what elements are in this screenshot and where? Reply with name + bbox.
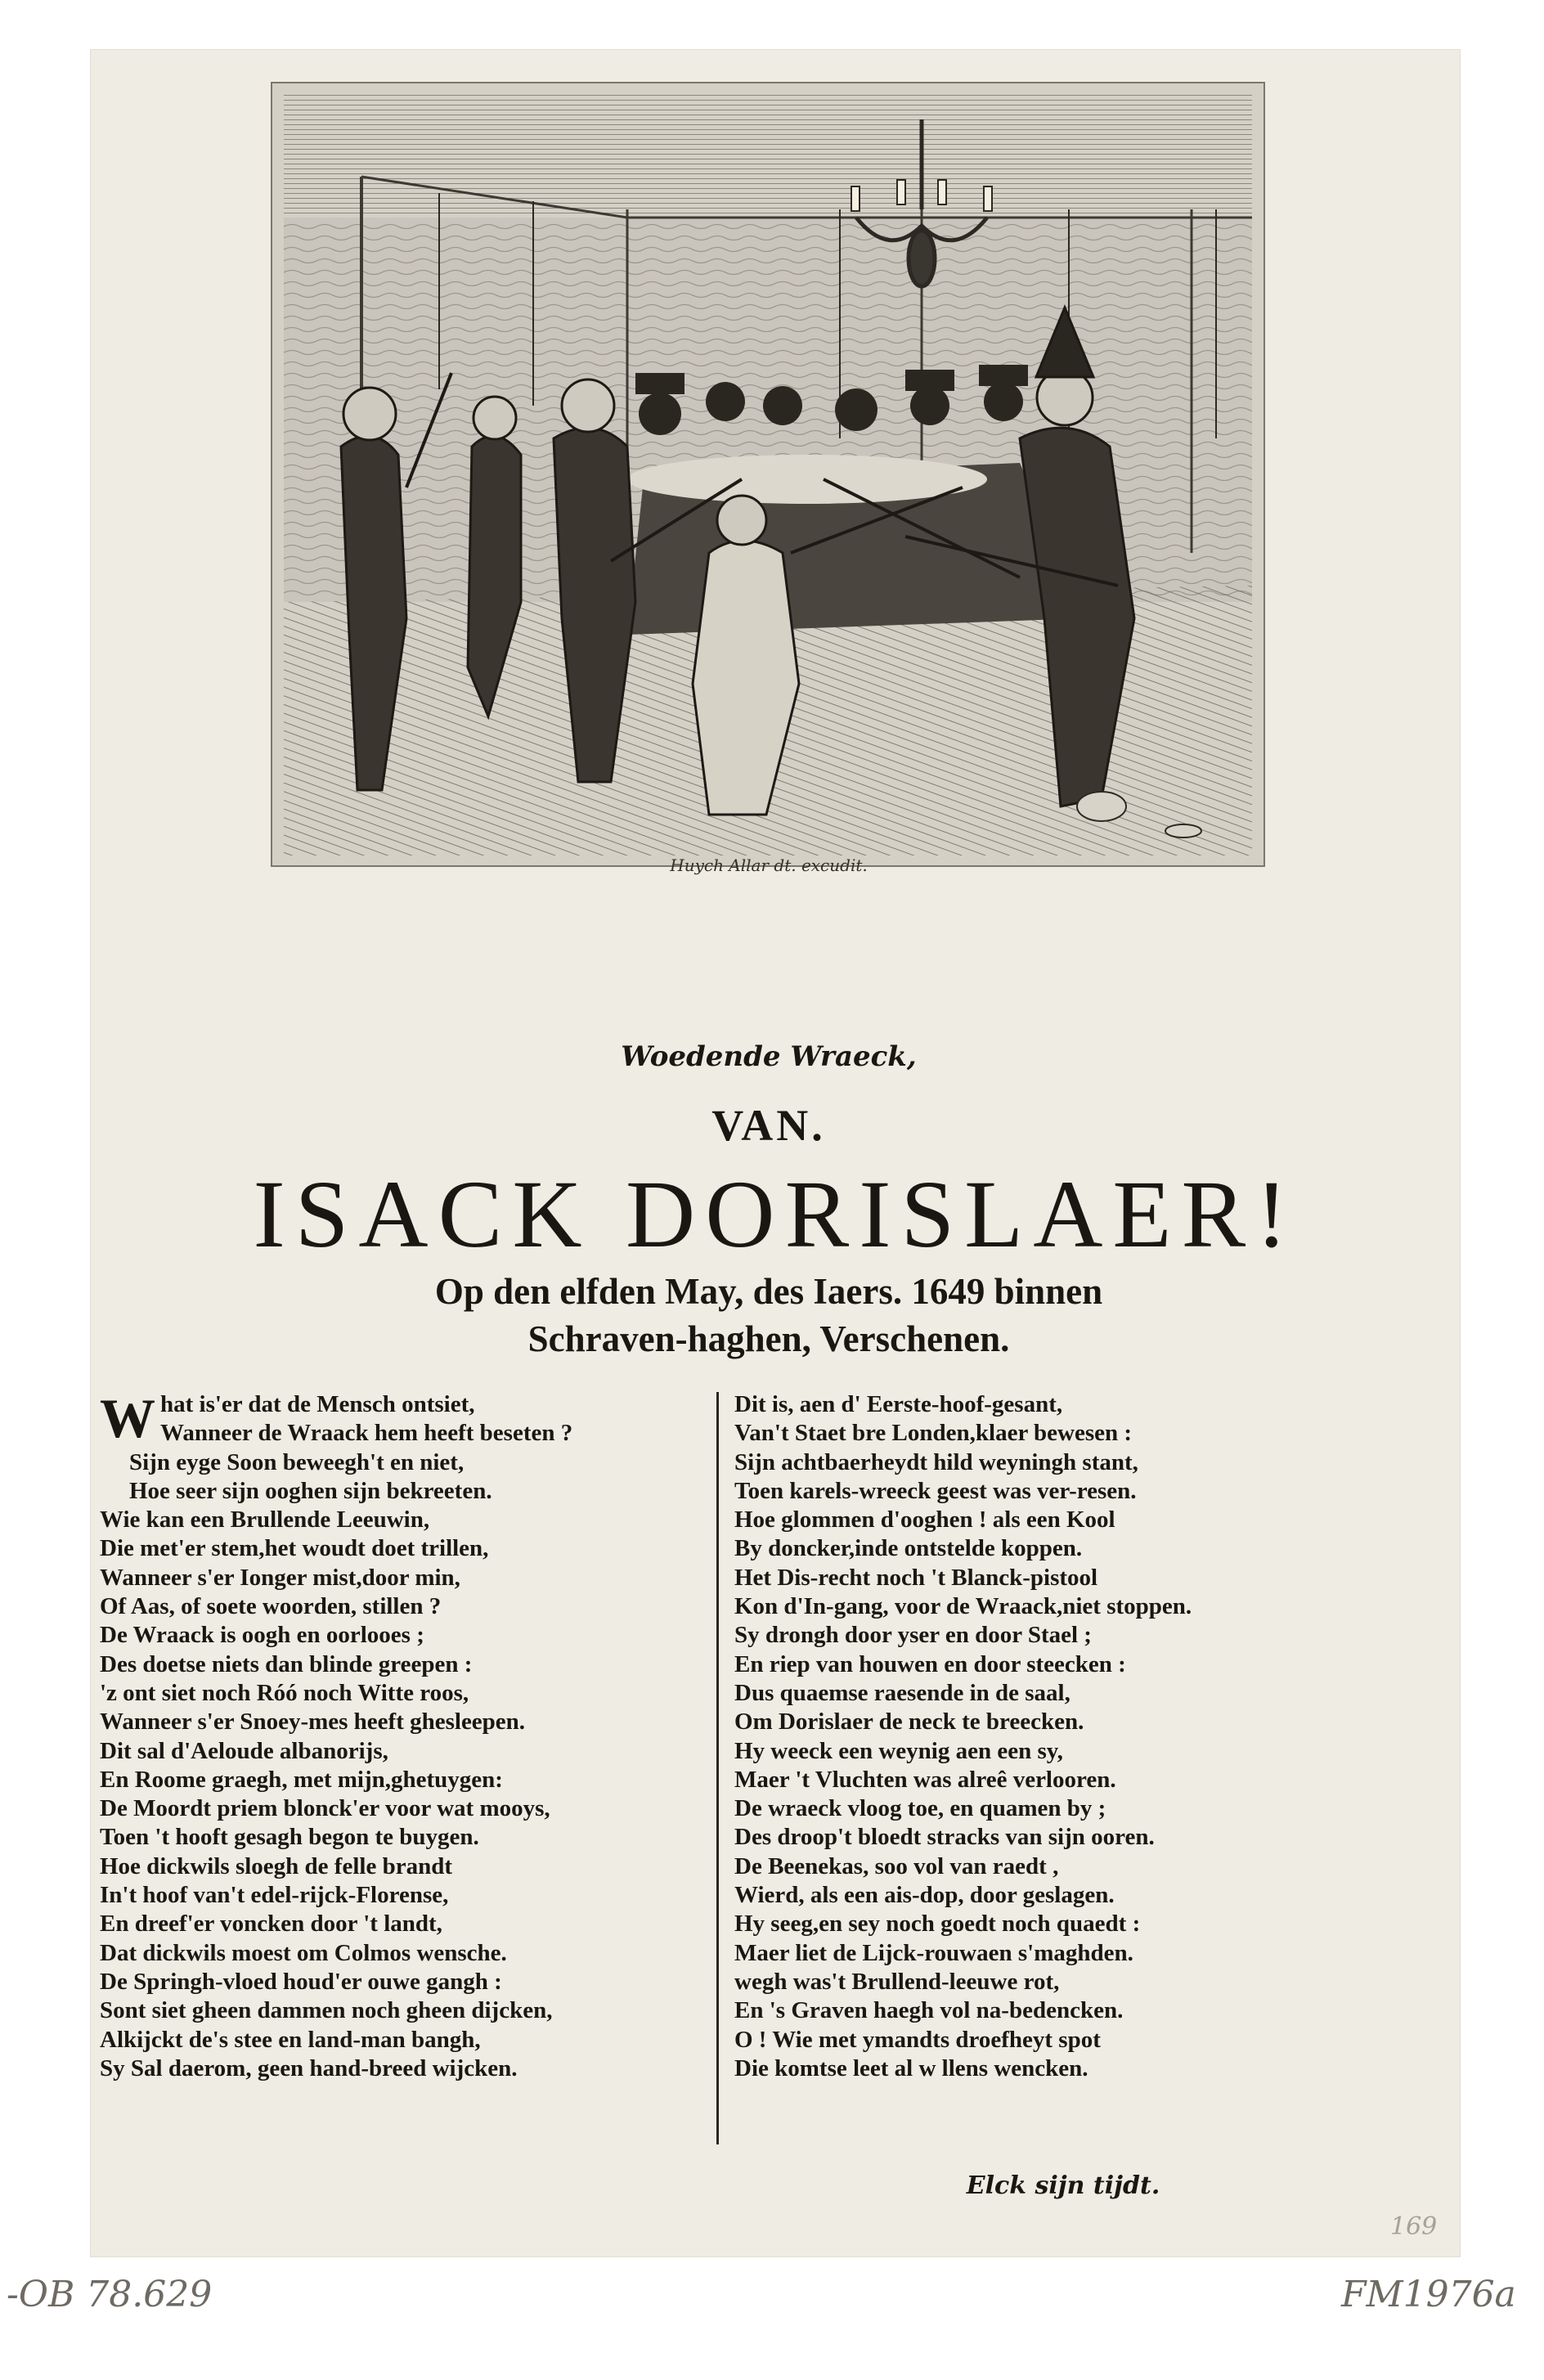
- poem-line: Hy weeck een weynig aen een sy,: [734, 1737, 1063, 1764]
- dateline-line-2: Schraven-haghen, Verschenen.: [527, 1318, 1010, 1359]
- poem-line: Of Aas, of soete woorden, stillen ?: [100, 1593, 442, 1620]
- poem-line: Sijn achtbaerheydt hild weyningh stant,: [734, 1448, 1138, 1475]
- poem-line: Des doetse niets dan blinde greepen :: [100, 1650, 473, 1677]
- poem-line: De Springh-vloed houd'er ouwe gangh :: [100, 1968, 502, 1995]
- folio-number: 169: [1390, 2212, 1438, 2241]
- poem-line: By doncker,inde ontstelde koppen.: [734, 1535, 1083, 1562]
- poem-line: Dit sal d'Aeloude albanorijs,: [100, 1737, 388, 1764]
- dateline: [245, 1268, 1292, 1363]
- poem-line: wegh was't Brullend-leeuwe rot,: [734, 1968, 1060, 1995]
- poem-line: Wierd, als een ais-dop, door geslagen.: [734, 1882, 1115, 1909]
- poem-line: Sont siet gheen dammen noch gheen dijcken,: [100, 1997, 553, 2024]
- inventory-number-right: FM1976a: [1341, 2274, 1516, 2315]
- engraving-illustration: [271, 82, 1265, 867]
- poem-line: Sijn eyge Soon beweegh't en niet,: [129, 1448, 465, 1475]
- poem-line: Wanneer s'er Ionger mist,door min,: [100, 1564, 460, 1591]
- poem-line: Maer 't Vluchten was alreê verlooren.: [734, 1766, 1116, 1793]
- poem-line: Kon d'In-gang, voor de Wraack,niet stoppen.: [734, 1593, 1192, 1620]
- column-divider: [716, 1392, 719, 2144]
- inventory-number-left: -OB 78.629: [7, 2274, 213, 2315]
- poem-line: In't hoof van't edel-rijck-Florense,: [100, 1882, 449, 1909]
- poem-line: En riep van houwen en door steecken :: [734, 1650, 1126, 1677]
- poem-line: De Moordt priem blonck'er voor wat mooys,: [100, 1795, 550, 1822]
- poem-line: De Beenekas, soo vol van raedt ,: [734, 1852, 1059, 1879]
- poem-line: Des droop't bloedt stracks van sijn ooren.: [734, 1824, 1155, 1851]
- poem-line: Hoe seer sijn ooghen sijn bekreeten.: [129, 1477, 492, 1504]
- poem-line: Alkijckt de's stee en land-man bangh,: [100, 2026, 481, 2053]
- poem-line: Het Dis-recht noch 't Blanck-pistool: [734, 1564, 1098, 1591]
- poem-line: Dus quaemse raesende in de saal,: [734, 1679, 1070, 1706]
- engraver-imprint: Huych Allar dt. excudit.: [670, 855, 868, 875]
- poem-line: En 's Graven haegh vol na-bedencken.: [734, 1997, 1124, 2024]
- poem-left-column: [100, 1387, 705, 2083]
- poem-line: What is'er dat de Mensch ontsiet,: [100, 1387, 475, 1449]
- poem-line: Om Dorislaer de neck te breecken.: [734, 1709, 1084, 1736]
- poem-line: 'z ont siet noch Róó noch Witte roos,: [100, 1679, 469, 1706]
- subtitle: Woedende Wraeck,: [621, 1040, 917, 1073]
- poem-right-column: [734, 1390, 1340, 2083]
- poem-line: Toen karels-wreeck geest was ver-resen.: [734, 1477, 1137, 1504]
- poem-line: De wraeck vloog toe, en quamen by ;: [734, 1795, 1106, 1822]
- closing-motto: Elck sijn tijdt.: [966, 2171, 1160, 2200]
- poem-line: Wie kan een Brullende Leeuwin,: [100, 1507, 430, 1534]
- poem-line: En Roome graegh, met mijn,ghetuygen:: [100, 1766, 503, 1793]
- poem-line: Hy seeg,en sey noch goedt noch quaedt :: [734, 1911, 1141, 1938]
- poem-line: Die komtse leet al w llens wencken.: [734, 2054, 1088, 2081]
- poem-line: O ! Wie met ymandts droefheyt spot: [734, 2026, 1101, 2053]
- poem-line: Sy Sal daerom, geen hand-breed wijcken.: [100, 2054, 518, 2081]
- poem-line: Die met'er stem,het woudt doet trillen,: [100, 1535, 489, 1562]
- assassination-scene-image: [284, 95, 1252, 855]
- poem-line: Wanneer s'er Snoey-mes heeft ghesleepen.: [100, 1709, 526, 1736]
- poem-line: Van't Staet bre Londen,klaer bewesen :: [734, 1420, 1133, 1447]
- dateline-line-1: Op den elfden May, des Iaers. 1649 binnen: [434, 1271, 1103, 1312]
- poem-line: Dit is, aen d' Eerste-hoof-gesant,: [734, 1391, 1063, 1417]
- poem-line: Hoe dickwils sloegh de felle brandt: [100, 1852, 452, 1879]
- poem-line: En dreef'er voncken door 't landt,: [100, 1911, 442, 1938]
- poem-line: Wanneer de Wraack hem heeft beseten ?: [160, 1420, 573, 1447]
- poem-line: Dat dickwils moest om Colmos wensche.: [100, 1939, 507, 1966]
- van-heading: VAN.: [711, 1101, 826, 1150]
- poem-line: Maer liet de Lijck-rouwaen s'maghden.: [734, 1939, 1133, 1966]
- poem-line: De Wraack is oogh en oorlooes ;: [100, 1622, 424, 1649]
- main-title: ISACK DORISLAER!: [253, 1161, 1298, 1268]
- poem-line: Hoe glommen d'ooghen ! als een Kool: [734, 1507, 1115, 1534]
- poem-line: Sy drongh door yser en door Stael ;: [734, 1622, 1092, 1649]
- poem-line: Toen 't hooft gesagh begon te buygen.: [100, 1824, 479, 1851]
